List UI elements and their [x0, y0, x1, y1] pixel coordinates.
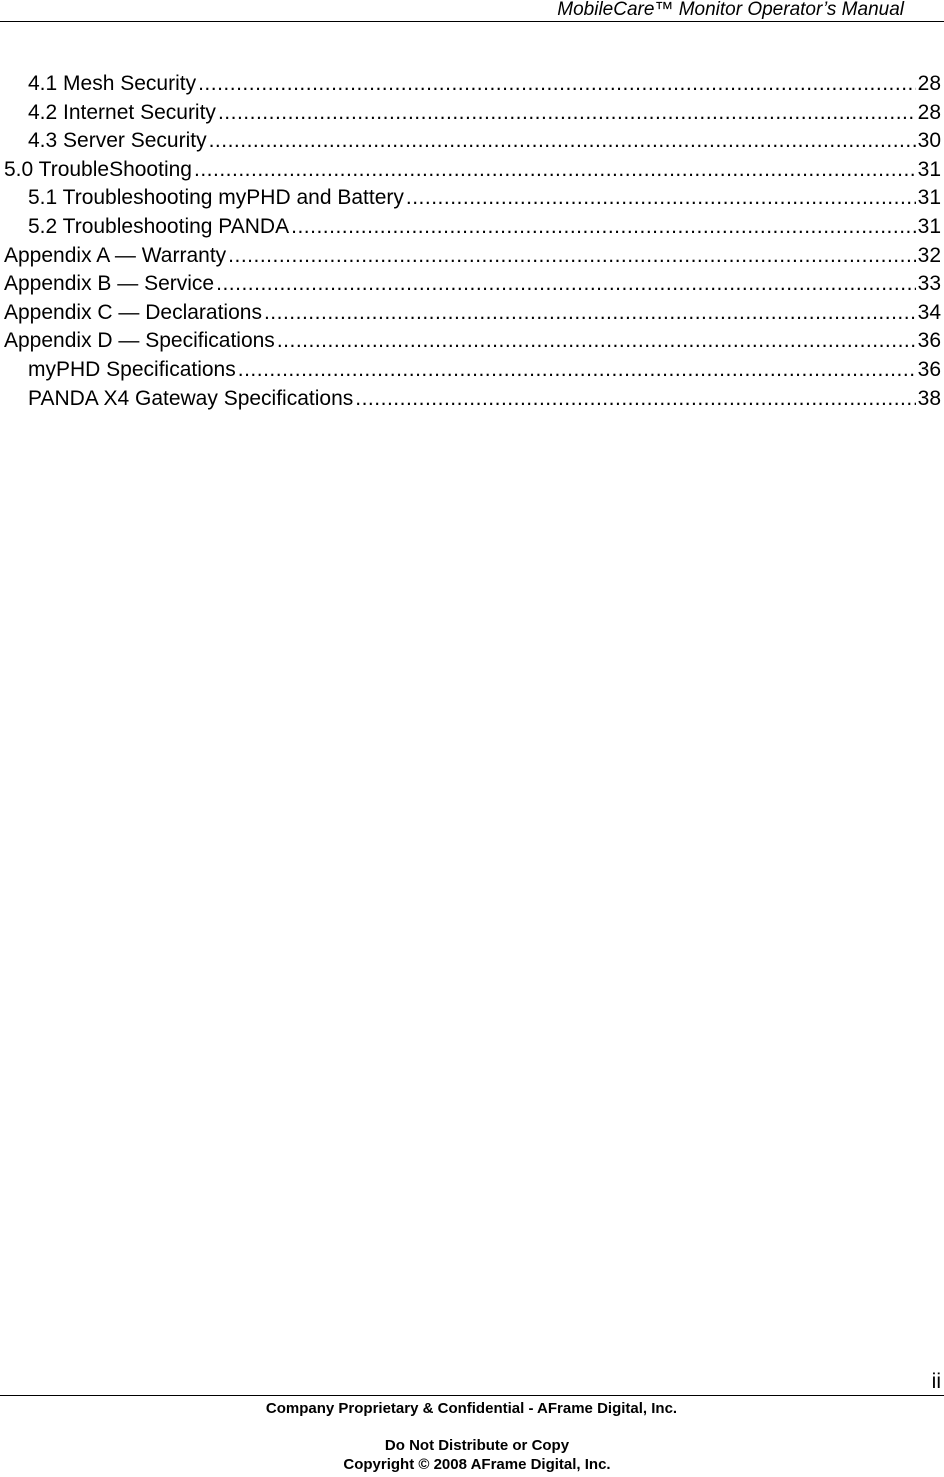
toc-entry[interactable] — [0, 215, 941, 244]
toc-entry-title: myPHD Specifications — [28, 357, 236, 381]
footer-distribution-notice: Do Not Distribute or Copy — [384, 1437, 570, 1454]
page-number: ii — [931, 1370, 941, 1393]
toc-entry-title: 5.1 Troubleshooting myPHD and Battery — [28, 186, 404, 210]
toc-entry-page: 33 — [917, 272, 941, 296]
toc-entry-title: Appendix D — Specifications — [4, 329, 275, 353]
toc-entry[interactable] — [0, 329, 941, 358]
toc-entry-page: 34 — [917, 300, 941, 324]
toc-entry[interactable] — [0, 186, 941, 215]
toc-dot-leader — [238, 358, 916, 382]
table-of-contents — [0, 72, 941, 415]
toc-entry-page: 31 — [917, 157, 941, 181]
toc-entry-page: 28 — [917, 72, 941, 95]
toc-entry[interactable] — [0, 244, 941, 273]
toc-entry-page: 31 — [917, 186, 941, 210]
toc-entry-title: 5.2 Troubleshooting PANDA — [28, 214, 290, 238]
footer-confidential-notice: Company Proprietary & Confidential - AFrame Digital, Inc. — [265, 1400, 678, 1417]
toc-entry-page: 28 — [917, 100, 941, 124]
toc-entry[interactable] — [0, 358, 941, 387]
footer-divider — [0, 1395, 944, 1396]
toc-entry-page: 32 — [917, 243, 941, 267]
toc-dot-leader — [194, 158, 916, 182]
toc-entry[interactable] — [0, 387, 941, 416]
toc-entry-page: 38 — [917, 386, 941, 410]
toc-entry-page: 36 — [917, 329, 941, 353]
toc-dot-leader — [209, 129, 916, 153]
toc-dot-leader — [228, 244, 915, 268]
header-divider — [0, 21, 944, 22]
toc-entry-title: PANDA X4 Gateway Specifications — [28, 386, 354, 410]
page-header-title: MobileCare™ Monitor Operator’s Manual — [557, 0, 904, 20]
toc-dot-leader — [218, 101, 916, 125]
toc-entry-title: Appendix A — Warranty — [4, 243, 227, 267]
toc-entry-title: Appendix C — Declarations — [4, 300, 262, 324]
toc-entry[interactable] — [0, 101, 941, 130]
toc-dot-leader — [216, 272, 916, 296]
toc-entry-page: 36 — [917, 357, 941, 381]
toc-entry[interactable] — [0, 129, 941, 158]
toc-entry-title: 4.3 Server Security — [28, 129, 207, 153]
toc-entry[interactable] — [0, 301, 941, 330]
toc-entry-title: Appendix B — Service — [4, 272, 215, 296]
toc-dot-leader — [264, 301, 916, 325]
toc-dot-leader — [198, 72, 916, 96]
toc-entry[interactable] — [0, 72, 941, 101]
toc-entry-page: 30 — [917, 129, 941, 153]
toc-entry[interactable] — [0, 272, 941, 301]
footer-copyright: Copyright © 2008 AFrame Digital, Inc. — [343, 1456, 611, 1473]
toc-dot-leader — [277, 329, 916, 353]
toc-entry-title: 4.2 Internet Security — [28, 100, 216, 124]
toc-dot-leader — [406, 186, 916, 210]
toc-dot-leader — [355, 387, 915, 411]
toc-entry-title: 5.0 TroubleShooting — [4, 157, 192, 181]
toc-entry-title: 4.1 Mesh Security — [28, 72, 197, 95]
toc-entry-page: 31 — [917, 214, 941, 238]
toc-entry[interactable] — [0, 158, 941, 187]
toc-dot-leader — [291, 215, 916, 239]
